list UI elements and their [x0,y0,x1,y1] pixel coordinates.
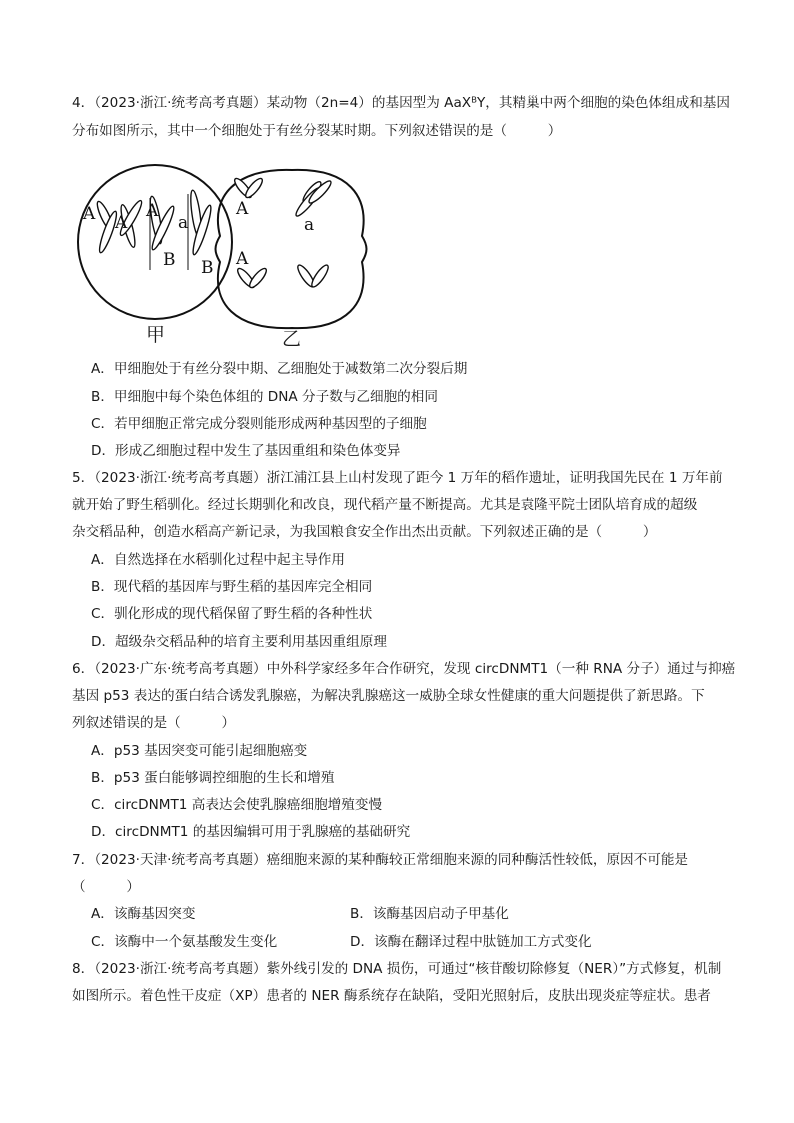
q6-option-a[interactable]: A．p53 基因突变可能引起细胞癌变 [91,743,308,759]
cell2-label: 乙 [282,328,302,350]
q4-figure [68,158,628,348]
q7-option-a[interactable]: A．该酶基因突变 [91,906,196,922]
q4-stem-line1: 4．（2023·浙江·统考高考真题）某动物（2n=4）的基因型为 AaXᴮY，其精巢中两个细胞的染色体组成和基因 [72,95,730,111]
q4-option-c[interactable]: C．若甲细胞正常完成分裂则能形成两种基因型的子细胞 [91,416,427,432]
q5-stem-line2: 就开始了野生稻驯化。经过长期驯化和改良，现代稻产量不断提高。尤其是袁隆平院士团队培育成的超级 [72,497,698,513]
q6-option-c[interactable]: C．circDNMT1 高表达会使乳腺癌细胞增殖变慢 [91,797,383,813]
q5-option-a[interactable]: A．自然选择在水稻驯化过程中起主导作用 [91,552,345,568]
q7-stem-line2: （ ） [72,879,140,895]
gene-label: A [146,201,159,221]
q6-stem-line3: 列叙述错误的是（ ） [72,715,236,731]
cell1-chromosomes [95,190,214,256]
q6-option-d[interactable]: D．circDNMT1 的基因编辑可用于乳腺癌的基础研究 [91,824,411,840]
q4-option-b[interactable]: B．甲细胞中每个染色体组的 DNA 分子数与乙细胞的相同 [91,389,438,405]
cell-diagram [68,158,468,348]
q5-option-c[interactable]: C．驯化形成的现代稻保留了野生稻的各种性状 [91,606,373,622]
gene-label: a [178,213,189,233]
q8-stem-line1: 8．（2023·浙江·统考高考真题）紫外线引发的 DNA 损伤，可通过“核苷酸切除修复（NER）”方式修复，机制 [72,961,722,977]
q7-option-d[interactable]: D．该酶在翻译过程中肽链加工方式变化 [350,934,592,950]
q4-option-d[interactable]: D．形成乙细胞过程中发生了基因重组和染色体变异 [91,443,401,459]
gene-label: B [163,250,176,270]
gene-label: B [201,258,214,278]
q5-option-b[interactable]: B．现代稻的基因库与野生稻的基因库完全相同 [91,579,373,595]
gene-label: A [115,213,128,233]
q5-stem-line3: 杂交稻品种，创造水稻高产新记录，为我国粮食安全作出杰出贡献。下列叙述正确的是（ ） [72,524,657,540]
q8-stem-line2: 如图所示。着色性干皮症（XP）患者的 NER 酶系统存在缺陷，受阳光照射后，皮肤出现炎症等症状。患者 [72,988,711,1004]
cell1-label: 甲 [146,324,166,346]
q4-option-a[interactable]: A．甲细胞处于有丝分裂中期、乙细胞处于减数第二次分裂后期 [91,361,468,377]
q5-stem-line1: 5．（2023·浙江·统考高考真题）浙江浦江县上山村发现了距今 1 万年的稻作遗址，证明我国先民在 1 万年前 [72,470,723,486]
gene-label: A [236,249,249,269]
q7-option-c[interactable]: C．该酶中一个氨基酸发生变化 [91,934,278,950]
q6-stem-line2: 基因 p53 表达的蛋白结合诱发乳腺癌，为解决乳腺癌这一威胁全球女性健康的重大问题提供了新思路。下 [72,688,705,704]
gene-label: A [83,204,96,224]
gene-label: A [236,199,249,219]
q6-stem-line1: 6．（2023·广东·统考高考真题）中外科学家经多年合作研究，发现 circDNMT1（一种 RNA 分子）通过与抑癌 [72,661,736,677]
q5-option-d[interactable]: D．超级杂交稻品种的培育主要利用基因重组原理 [91,634,387,650]
q6-option-b[interactable]: B．p53 蛋白能够调控细胞的生长和增殖 [91,770,335,786]
gene-label: a [304,215,315,235]
q4-stem-line2: 分布如图所示，其中一个细胞处于有丝分裂某时期。下列叙述错误的是（ ） [72,123,562,139]
q7-stem-line1: 7．（2023·天津·统考高考真题）癌细胞来源的某种酶较正常细胞来源的同种酶活性较低，原因不可能是 [72,852,689,868]
q7-option-b[interactable]: B．该酶基因启动子甲基化 [350,906,509,922]
cell2-chromosomes [232,176,333,290]
